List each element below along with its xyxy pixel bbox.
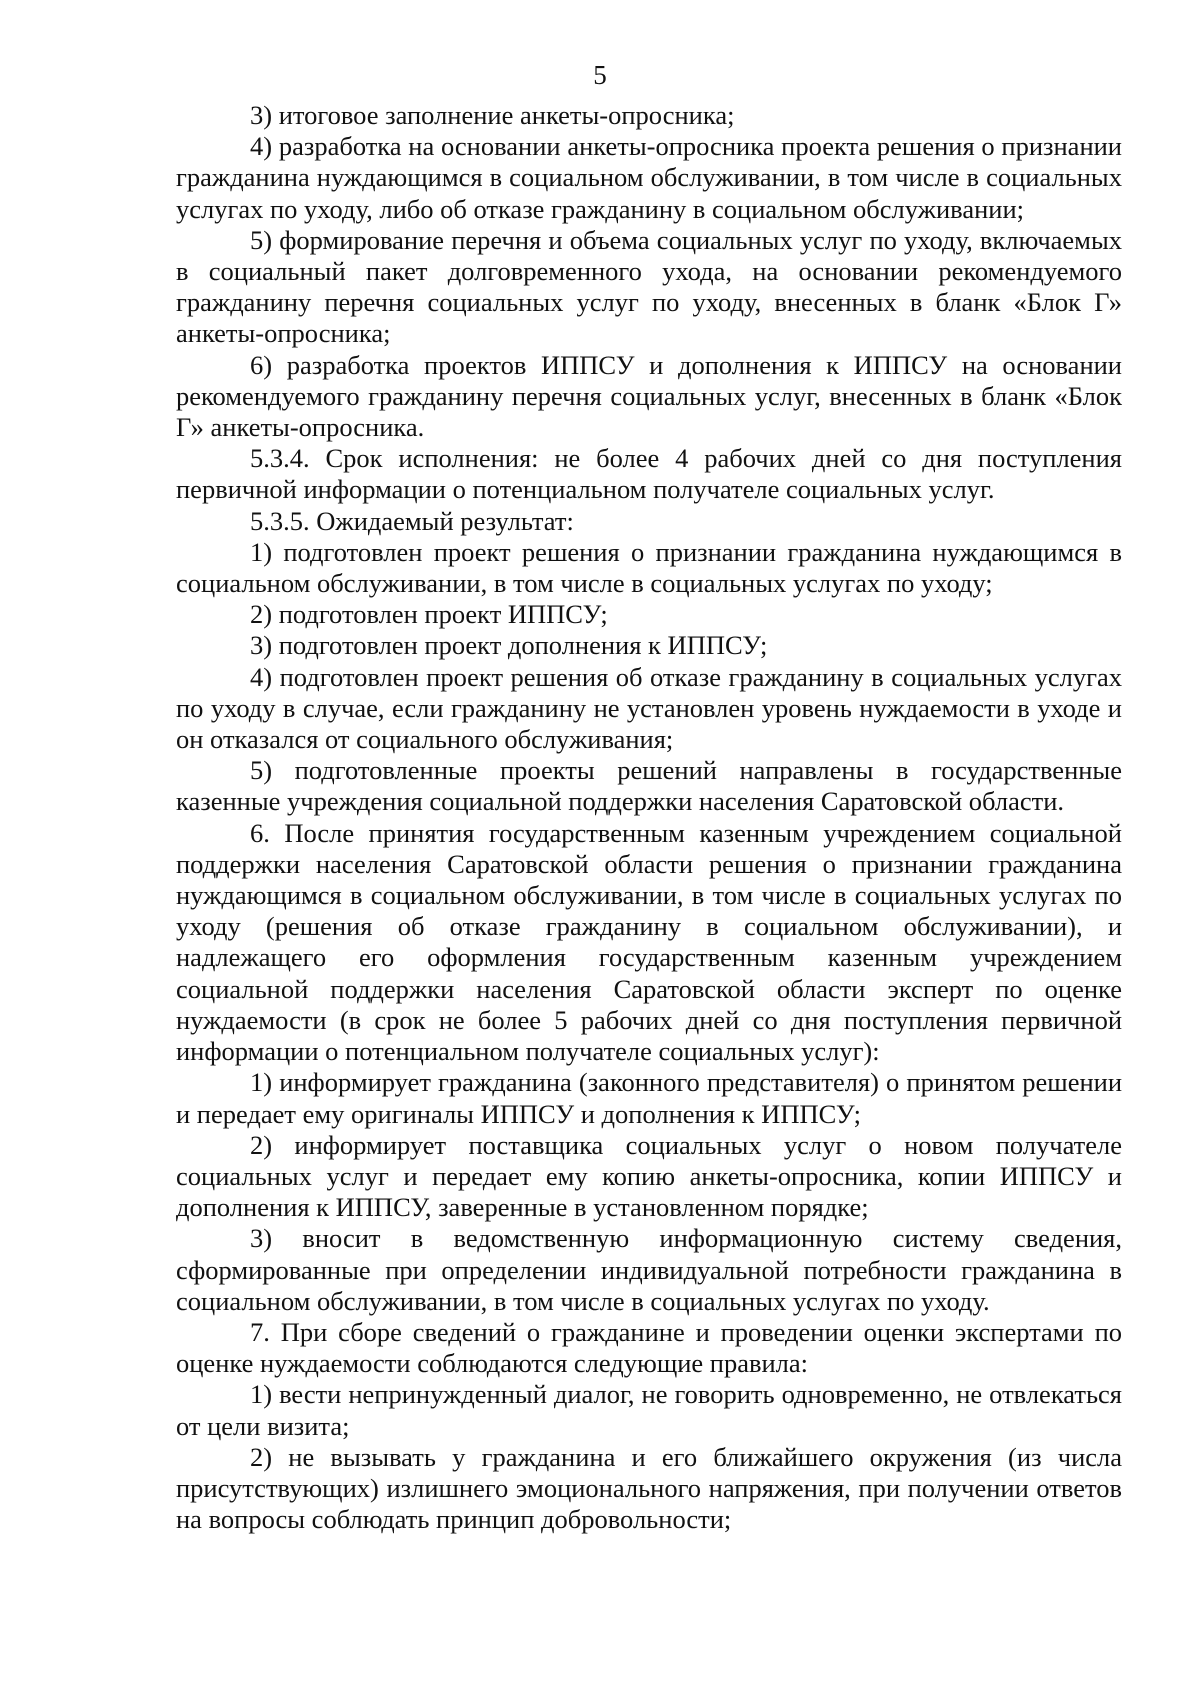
list-item-3-final-questionnaire: 3) итоговое заполнение анкеты-опросника;: [250, 100, 735, 130]
clause-7-item-1: 1) вести непринужденный диалог, не говорить одновременно, не отвлекаться от цели визита;: [176, 1379, 1122, 1441]
document-body: [176, 100, 1122, 1535]
list-item-5-services-list: 5) формирование перечня и объема социальных услуг по уходу, включаемых в социальный пакет долговременного ухода, на основании рекомендуемого гражданину перечня социальных услуг по уходу, внесенных в бланк «Блок Г» анкеты-опросника;: [176, 224, 1122, 349]
result-item-4: 4) подготовлен проект решения об отказе гражданину в социальных услугах по уходу в случае, если гражданину не установлен уровень нуждаемости в уходе и он отказался от социального обслуживания;: [176, 661, 1122, 755]
clause-7-item-2: 2) не вызывать у гражданина и его ближайшего окружения (из числа присутствующих) излишнего эмоционального напряжения, при получении ответов на вопросы соблюдать принцип добровольности;: [176, 1441, 1122, 1535]
clause-5-3-5-expected-result: 5.3.5. Ожидаемый результат:: [250, 505, 574, 536]
clause-6-item-2: 2) информирует поставщика социальных услуг о новом получателе социальных услуг и передает ему копию анкеты-опросника, копии ИППСУ и дополнения к ИППСУ, заверенные в установленном порядке;: [176, 1129, 1122, 1223]
result-item-5: 5) подготовленные проекты решений направлены в государственные казенные учреждения социальной поддержки населения Саратовской области.: [176, 755, 1122, 817]
clause-7: 7. При сборе сведений о гражданине и проведении оценки экспертами по оценке нуждаемости соблюдаются следующие правила:: [176, 1316, 1122, 1379]
list-item-6-ippsu-drafts: 6) разработка проектов ИППСУ и дополнения к ИППСУ на основании рекомендуемого гражданину перечня социальных услуг, внесенных в бланк «Блок Г» анкеты-опросника.: [176, 349, 1122, 443]
clause-6: 6. После принятия государственным казенным учреждением социальной поддержки населения Саратовской области решения о признании гражданина нуждающимся в социальном обслуживании, в том числе в социальных услугах по уходу (решения об отказе гражданину в социальном обслуживании), и надлежащего его оформления государственным казенным учреждением социальной поддержки населения Саратовской области эксперт по оценке нуждаемости (в срок не более 5 рабочих дней со дня поступления первичной информации о потенциальном получателе социальных услуг):: [176, 817, 1122, 1067]
list-item-4-draft-decision: 4) разработка на основании анкеты-опросника проекта решения о признании гражданина нуждающимся в социальном обслуживании, в том числе в социальных услугах по уходу, либо об отказе гражданину в социальном обслуживании;: [176, 131, 1122, 224]
clause-5-3-4-deadline: 5.3.4. Срок исполнения: не более 4 рабочих дней со дня поступления первичной информации о потенциальном получателе социальных услуг.: [176, 443, 1122, 505]
page-number: 5: [593, 60, 607, 90]
result-item-1: 1) подготовлен проект решения о признании гражданина нуждающимся в социальном обслуживании, в том числе в социальных услугах по уходу;: [176, 536, 1122, 599]
clause-6-item-3: 3) вносит в ведомственную информационную систему сведения, сформированные при определении индивидуальной потребности гражданина в социальном обслуживании, в том числе в социальных услугах по уходу.: [176, 1223, 1122, 1316]
clause-6-item-1: 1) информирует гражданина (законного представителя) о принятом решении и передает ему оригиналы ИППСУ и дополнения к ИППСУ;: [176, 1067, 1122, 1129]
result-item-2: 2) подготовлен проект ИППСУ;: [250, 599, 608, 630]
result-item-3: 3) подготовлен проект дополнения к ИППСУ;: [250, 630, 768, 661]
